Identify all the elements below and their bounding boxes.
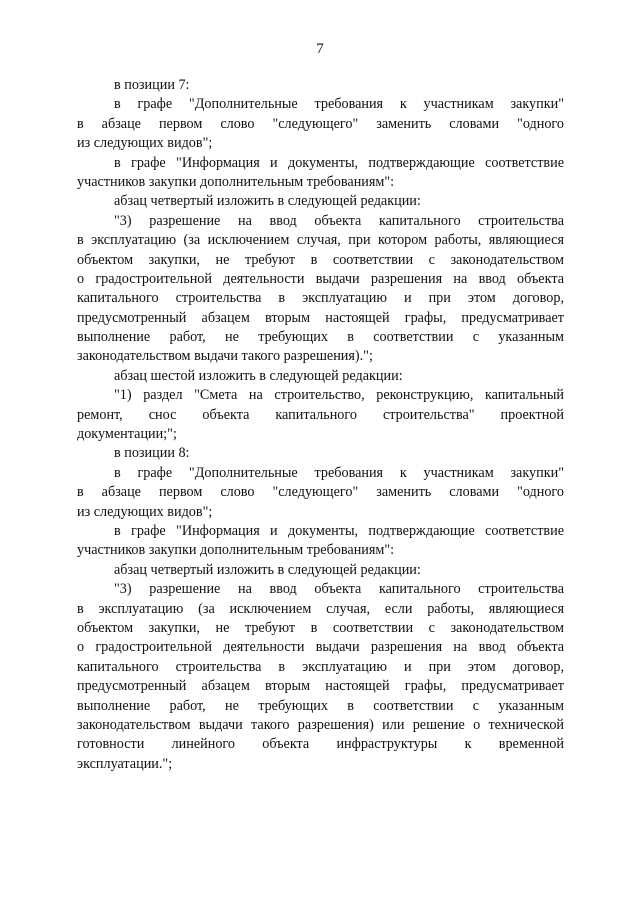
text-line: в эксплуатацию (за исключением случая, при котором работы, являющиеся <box>77 232 564 249</box>
text-line: в позиции 8: <box>114 445 190 462</box>
text-line: из следующих видов"; <box>77 503 213 520</box>
text-line: в графе "Дополнительные требования к участникам закупки" <box>114 96 564 113</box>
text-line: выполнение работ, не требующих в соответствии с указанным <box>77 329 564 346</box>
text-line: выполнение работ, не требующих в соответствии с указанным <box>77 697 564 714</box>
text-line: документации;"; <box>77 426 177 443</box>
text-line: в эксплуатацию (за исключением случая, если работы, являющиеся <box>77 600 564 617</box>
text-line: эксплуатации."; <box>77 755 173 772</box>
text-line: предусмотренный абзацем вторым настоящей графы, предусматривает <box>77 309 564 326</box>
page-number: 7 <box>316 41 324 57</box>
text-line: предусмотренный абзацем вторым настоящей графы, предусматривает <box>77 678 564 695</box>
text-line: законодательством выдачи такого разрешения) или решение о технической <box>77 716 564 733</box>
text-line: о градостроительной деятельности выдачи разрешения на ввод объекта <box>77 639 564 656</box>
text-line: в графе "Информация и документы, подтверждающие соответствие <box>114 154 564 171</box>
text-line: капитального строительства в эксплуатацию и при этом договор, <box>77 290 564 307</box>
text-line: "1) раздел "Смета на строительство, реконструкцию, капитальный <box>114 387 564 404</box>
text-line: готовности линейного объекта инфраструктуры к временной <box>77 736 564 753</box>
text-line: законодательством выдачи такого разрешения)."; <box>77 348 373 365</box>
text-line: из следующих видов"; <box>77 135 213 152</box>
text-line: участников закупки дополнительным требованиям": <box>77 173 395 190</box>
text-line: в абзаце первом слово "следующего" заменить словами "одного <box>77 484 564 501</box>
text-line: в позиции 7: <box>114 77 190 93</box>
text-line: абзац четвертый изложить в следующей редакции: <box>114 561 421 578</box>
text-line: объектом закупки, не требуют в соответствии с законодательством <box>77 251 564 268</box>
text-line: о градостроительной деятельности выдачи разрешения на ввод объекта <box>77 270 564 287</box>
text-line: "3) разрешение на ввод объекта капитального строительства <box>114 581 564 598</box>
text-line: абзац шестой изложить в следующей редакции: <box>114 367 403 384</box>
text-line: абзац четвертый изложить в следующей редакции: <box>114 193 421 210</box>
text-line: ремонт, снос объекта капитального строительства" проектной <box>77 406 564 423</box>
text-line: в абзаце первом слово "следующего" заменить словами "одного <box>77 115 564 132</box>
text-line: капитального строительства в эксплуатацию и при этом договор, <box>77 658 564 675</box>
text-line: в графе "Информация и документы, подтверждающие соответствие <box>114 522 564 539</box>
text-line: в графе "Дополнительные требования к участникам закупки" <box>114 464 564 481</box>
text-line: объектом закупки, не требуют в соответствии с законодательством <box>77 619 564 636</box>
text-line: "3) разрешение на ввод объекта капитального строительства <box>114 212 564 229</box>
text-line: участников закупки дополнительным требованиям": <box>77 542 395 559</box>
document-body <box>77 76 564 774</box>
